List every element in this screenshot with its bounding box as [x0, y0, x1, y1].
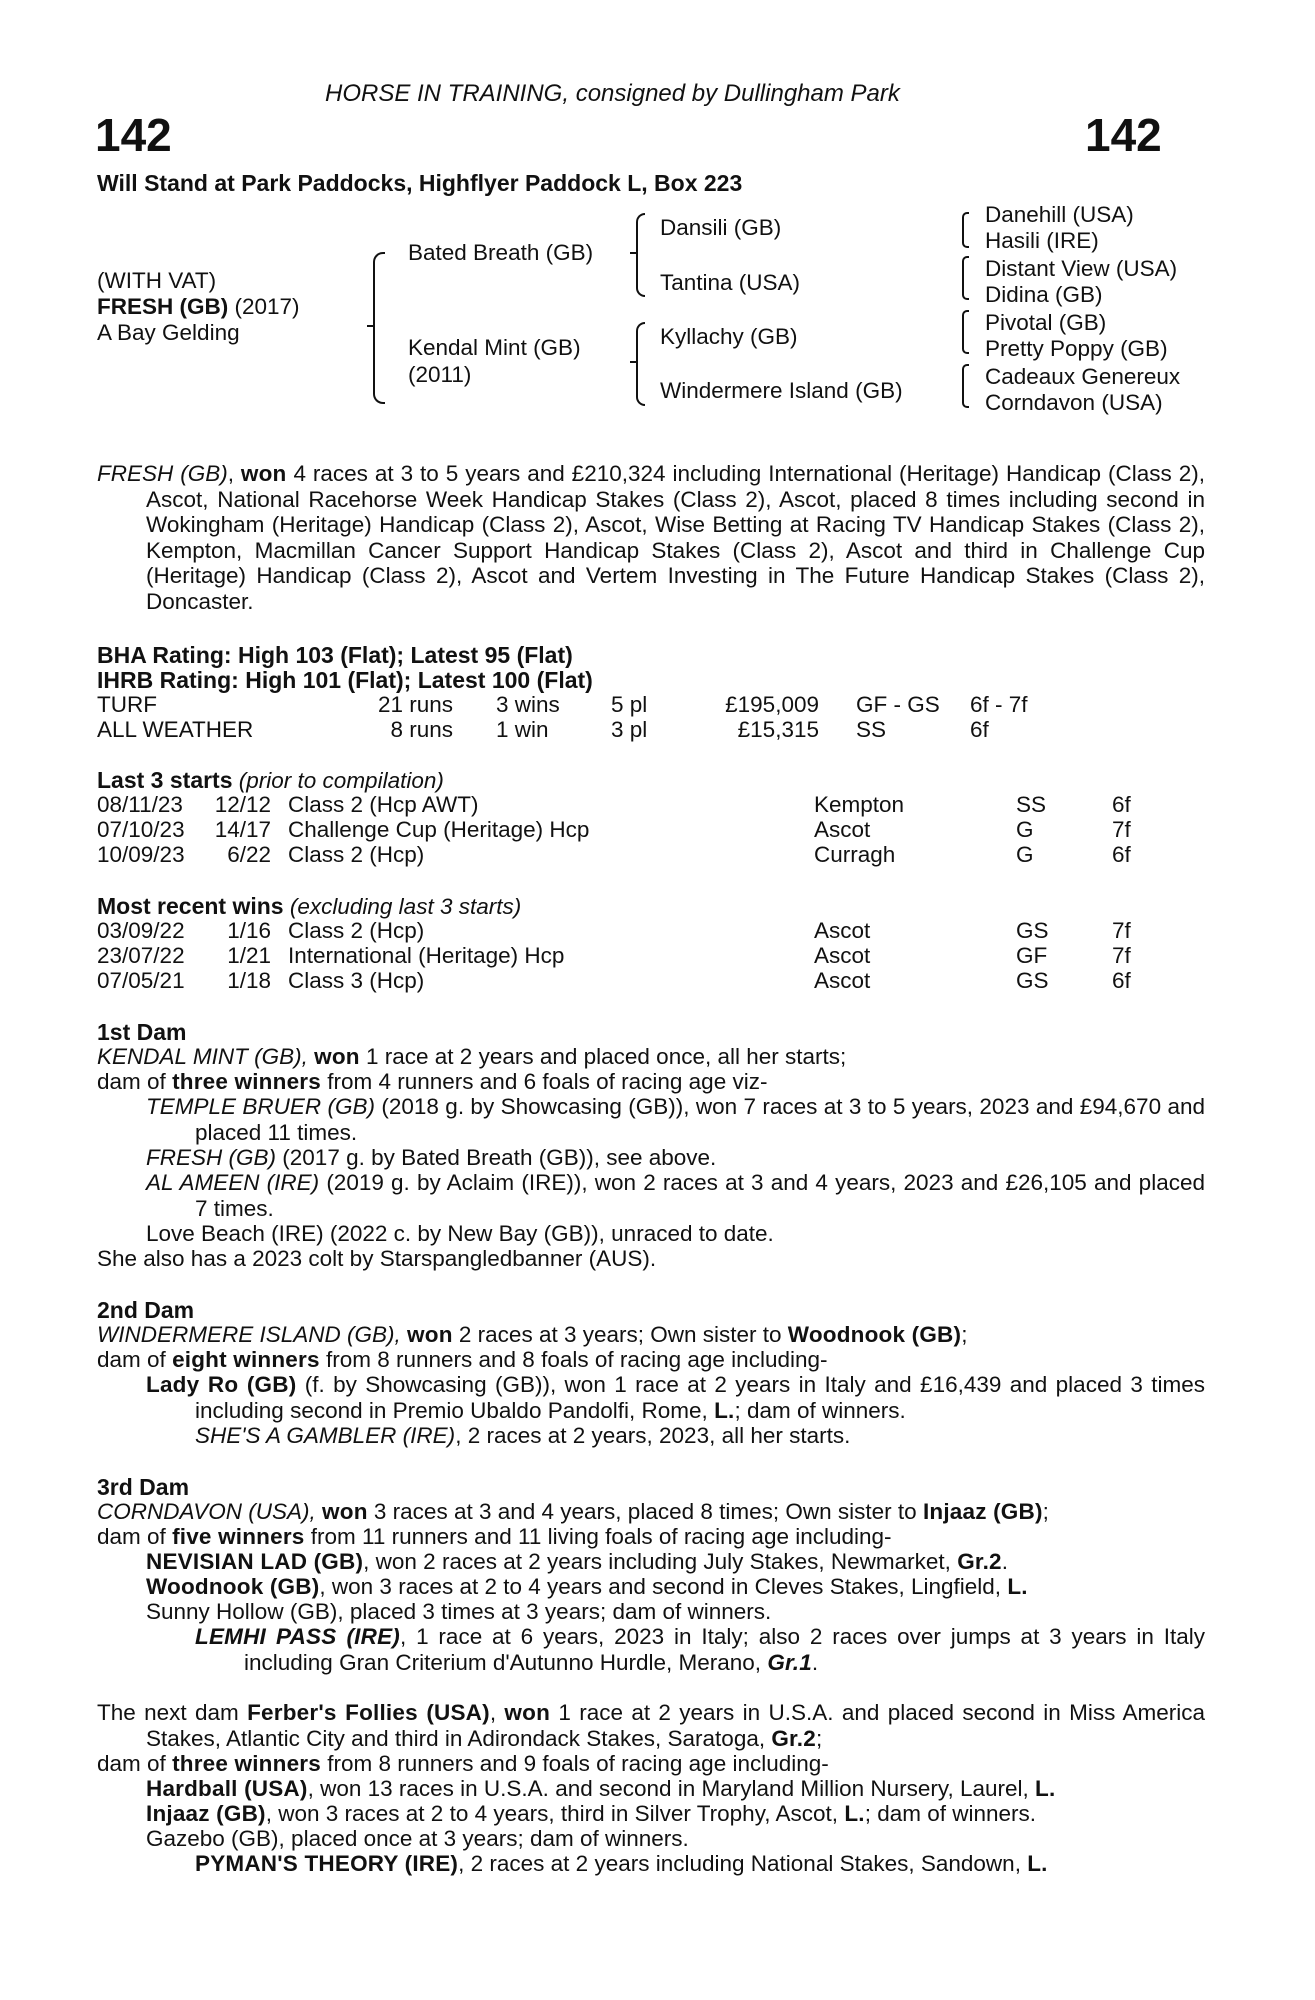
start-date: 10/09/23 — [97, 842, 185, 867]
progeny-name: Injaaz (GB) — [146, 1801, 266, 1826]
text: from 4 runners and 6 foals of racing age viz- — [327, 1069, 768, 1094]
pedigree-gen3: Didina (GB) — [985, 282, 1103, 307]
brace-point — [367, 325, 375, 327]
progeny-record: (2018 g. by Showcasing (GB)), won 7 races at 3 to 5 years, 2023 and £94,670 and placed 11 times. — [195, 1094, 1205, 1145]
first-dam-progeny — [146, 1170, 1205, 1221]
text: ; dam of winners. — [734, 1397, 906, 1423]
race-grade: L. — [1007, 1574, 1028, 1599]
third-dam-line-2 — [97, 1524, 892, 1549]
horse-year: (2017) — [234, 294, 300, 319]
lot-number-left: 142 — [95, 109, 172, 161]
record-prize: £195,009 — [725, 692, 819, 717]
next-dam-won: won — [504, 1700, 551, 1725]
progeny-name: Lady Ro (GB) — [146, 1372, 297, 1397]
progeny-record: , 2 races at 2 years, 2023, all her starts. — [455, 1423, 851, 1448]
text: ; dam of winners. — [864, 1801, 1037, 1826]
next-dam-name: Ferber's Follies (USA) — [247, 1700, 490, 1725]
start-position: 12/12 — [214, 792, 271, 817]
record-runs: 8 runs — [390, 717, 453, 742]
stabling-info: Will Stand at Park Paddocks, Highflyer Paddock L, Box 223 — [97, 170, 743, 196]
last-starts-heading — [97, 767, 444, 794]
next-dam-progeny — [146, 1776, 1055, 1801]
text: from 8 runners and 8 foals of racing age including- — [325, 1347, 828, 1372]
start-position: 14/17 — [214, 817, 271, 842]
record-distance: 6f - 7f — [970, 692, 1028, 717]
start-going: SS — [1016, 792, 1047, 817]
progeny-name: Hardball (USA) — [146, 1776, 308, 1801]
pedigree-gen3: Hasili (IRE) — [985, 228, 1099, 253]
win-distance: 6f — [1112, 968, 1131, 993]
winners-count: five winners — [172, 1524, 305, 1549]
next-dam-progeny — [146, 1801, 1036, 1826]
race-grade: L. — [714, 1397, 735, 1423]
progeny-record: , won 3 races at 2 to 4 years and second in Cleves Stakes, Lingfield, — [319, 1574, 1002, 1599]
text: from 11 runners and 11 living foals of racing age including- — [310, 1524, 892, 1549]
gen3-brace-4 — [962, 364, 969, 408]
horse-title — [97, 294, 300, 320]
third-dam-name: CORNDAVON (USA), — [97, 1499, 316, 1524]
win-race: International (Heritage) Hcp — [288, 943, 565, 968]
third-dam-record: 3 races at 3 and 4 years, placed 8 times; Own sister to — [373, 1499, 917, 1524]
race-grade: Gr.2 — [771, 1725, 816, 1751]
race-summary: FRESH (GB), won 4 races at 3 to 5 years and £210,324 including International (Heritage) Handicap (Class 2), Ascot, National Racehorse Week Handicap Stakes (Class 2), Ascot, placed 8 times including second in Wokingham (Heritage) Handicap (Class 2), Ascot, Wise Betting at Racing TV Handicap Stakes (Class 2), Kempton, Macmillan Cancer Support Handicap Stakes (Class 2), Ascot and third in Challenge Cup (Heritage) Handicap (Class 2), Ascot and Vertem Investing in The Future Handicap Stakes (Class 2), Doncaster. — [97, 461, 1205, 614]
ihrb-rating: IHRB Rating: High 101 (Flat); Latest 100 (Flat) — [97, 667, 593, 693]
record-surface: TURF — [97, 692, 157, 717]
second-dam-progeny — [146, 1372, 1205, 1423]
race-grade: L. — [1027, 1851, 1048, 1876]
pedigree-gen3: Pivotal (GB) — [985, 310, 1107, 335]
text: ; — [1042, 1499, 1049, 1524]
win-distance: 7f — [1112, 918, 1131, 943]
record-distance: 6f — [970, 717, 989, 742]
first-dam-progeny — [146, 1145, 716, 1170]
last-starts-subtitle: (prior to compilation) — [238, 768, 444, 793]
text: The next dam — [97, 1700, 239, 1725]
recent-wins-subtitle: (excluding last 3 starts) — [289, 894, 522, 919]
start-going: G — [1016, 817, 1034, 842]
start-date: 07/10/23 — [97, 817, 185, 842]
first-dam-won: won — [314, 1044, 360, 1069]
text: dam of — [97, 1751, 166, 1776]
record-going: SS — [856, 717, 887, 742]
record-runs: 21 runs — [377, 692, 453, 717]
start-course: Curragh — [814, 842, 896, 867]
second-dam-grandprogeny — [195, 1423, 850, 1448]
next-dam-grandprogeny — [195, 1851, 1048, 1876]
record-placed: 3 pl — [611, 717, 648, 742]
pedigree-sire: Bated Breath (GB) — [408, 240, 594, 265]
progeny-name: LEMHI PASS (IRE) — [195, 1624, 400, 1649]
pedigree-sire-dam: Tantina (USA) — [660, 270, 801, 295]
progeny-record: , 1 race at 6 years, 2023 in Italy; also 2 races over jumps at 3 years in Italy including Gran Criterium d'Autunno Hurdle, Merano, — [244, 1624, 1206, 1675]
win-date: 23/07/22 — [97, 943, 185, 968]
pedigree-gen3: Pretty Poppy (GB) — [985, 336, 1168, 361]
pedigree-gen3: Corndavon (USA) — [985, 390, 1163, 415]
pedigree-sire-sire: Dansili (GB) — [660, 215, 782, 240]
pedigree-dam-year: (2011) — [408, 362, 472, 387]
gen3-brace-1 — [962, 212, 969, 248]
third-dam-won: won — [322, 1499, 368, 1524]
progeny-record: (f. by Showcasing (GB)), won 1 race at 2 years in Italy and £16,439 and placed 3 times including second in Premio Ubaldo Pandolfi, Rome, — [195, 1372, 1205, 1423]
gen3-brace-3 — [962, 310, 969, 354]
start-race: Class 2 (Hcp) — [288, 842, 425, 867]
summary-text: 4 races at 3 to 5 years and £210,324 including International (Heritage) Handicap (Class 2), Ascot, National Racehorse Week Handicap Stakes (Class 2), Ascot, placed 8 times including second in Wokingham (Heritage) Handicap (Class 2), Ascot, Wise Betting at Racing TV Handicap Stakes (Class 2), Kempton, Macmillan Cancer Support Handicap Stakes (Class 2), Ascot and third in Challenge Cup (Heritage) Handicap (Class 2), Ascot and Vertem Investing in The Future Handicap Stakes (Class 2), Doncaster. — [146, 461, 1205, 614]
win-course: Ascot — [814, 943, 871, 968]
text: dam of — [97, 1347, 166, 1372]
first-dam-name: KENDAL MINT (GB), — [97, 1044, 308, 1069]
start-distance: 6f — [1112, 792, 1131, 817]
summary-horse-name: FRESH (GB) — [97, 461, 228, 486]
progeny-name: PYMAN'S THEORY (IRE) — [195, 1851, 459, 1876]
pedigree-dam-dam: Windermere Island (GB) — [660, 378, 903, 403]
start-position: 6/22 — [227, 842, 271, 867]
lot-number-right: 142 — [1085, 109, 1162, 161]
third-dam-progeny: Sunny Hollow (GB), placed 3 times at 3 years; dam of winners. — [146, 1599, 772, 1624]
winners-count: three winners — [172, 1069, 321, 1094]
pedigree-dam-sire: Kyllachy (GB) — [660, 324, 798, 349]
progeny-record: , won 13 races in U.S.A. and second in Maryland Million Nursery, Laurel, — [307, 1776, 1029, 1801]
third-dam-progeny — [146, 1574, 1028, 1599]
second-dam-line-2 — [97, 1347, 828, 1372]
first-dam-progeny — [146, 1094, 1205, 1145]
progeny-record: , 2 races at 2 years including National Stakes, Sandown, — [458, 1851, 1021, 1876]
second-dam-won: won — [407, 1322, 453, 1347]
gen3-brace-2 — [962, 256, 969, 300]
next-dam-line-2 — [97, 1751, 829, 1776]
sibling-name: Woodnook (GB) — [787, 1322, 962, 1347]
start-course: Kempton — [814, 792, 905, 817]
record-wins: 3 wins — [496, 692, 560, 717]
next-dam-progeny: Gazebo (GB), placed once at 3 years; dam of winners. — [146, 1826, 689, 1851]
progeny-record: , won 3 races at 2 to 4 years, third in Silver Trophy, Ascot, — [265, 1801, 839, 1826]
summary-won: won — [240, 461, 287, 486]
start-course: Ascot — [814, 817, 871, 842]
progeny-record: (2017 g. by Bated Breath (GB)), see above. — [282, 1145, 717, 1170]
recent-wins-title: Most recent wins — [97, 893, 284, 919]
text: dam of — [97, 1524, 166, 1549]
first-dam-record: 1 race at 2 years and placed once, all her starts; — [366, 1044, 847, 1069]
sire-brace — [636, 213, 645, 297]
start-distance: 7f — [1112, 817, 1131, 842]
start-distance: 6f — [1112, 842, 1131, 867]
win-position: 1/18 — [227, 968, 271, 993]
win-going: GS — [1016, 968, 1049, 993]
bha-rating: BHA Rating: High 103 (Flat); Latest 95 (Flat) — [97, 642, 573, 668]
recent-wins-heading — [97, 893, 521, 920]
win-position: 1/16 — [227, 918, 271, 943]
first-dam-heading: 1st Dam — [97, 1019, 187, 1045]
vat-label: (WITH VAT) — [97, 268, 217, 293]
start-race: Challenge Cup (Heritage) Hcp — [288, 817, 590, 842]
winners-count: three winners — [172, 1751, 321, 1776]
last-starts-title: Last 3 starts — [97, 767, 233, 793]
third-dam-grandprogeny — [195, 1624, 1205, 1675]
third-dam-heading: 3rd Dam — [97, 1474, 190, 1500]
first-dam-line-1 — [97, 1044, 846, 1069]
win-date: 07/05/21 — [97, 968, 185, 993]
record-going: GF - GS — [856, 692, 940, 717]
progeny-record: , won 2 races at 2 years including July Stakes, Newmarket, — [363, 1549, 951, 1574]
text: dam of — [97, 1069, 166, 1094]
next-dam-record: 1 race at 2 years in U.S.A. and placed second in Miss America Stakes, Atlantic City and third in Adirondack Stakes, Saratoga, — [146, 1700, 1205, 1751]
text: ; — [961, 1322, 968, 1347]
start-date: 08/11/23 — [97, 792, 183, 817]
second-dam-name: WINDERMERE ISLAND (GB), — [97, 1322, 401, 1347]
win-position: 1/21 — [227, 943, 271, 968]
progeny-name: NEVISIAN LAD (GB) — [146, 1549, 364, 1574]
progeny-record: (2019 g. by Aclaim (IRE)), won 2 races at 3 and 4 years, 2023 and £26,105 and placed 7 times. — [195, 1170, 1205, 1221]
winners-count: eight winners — [172, 1347, 320, 1372]
pedigree-gen3: Cadeaux Genereux — [985, 364, 1181, 389]
race-grade: L. — [1035, 1776, 1056, 1801]
pedigree-gen3: Distant View (USA) — [985, 256, 1178, 281]
win-race: Class 3 (Hcp) — [288, 968, 425, 993]
third-dam-line-1 — [97, 1499, 1049, 1524]
win-going: GF — [1016, 943, 1048, 968]
horse-name: FRESH (GB) — [97, 294, 229, 319]
win-course: Ascot — [814, 968, 871, 993]
second-dam-record: 2 races at 3 years; Own sister to — [458, 1322, 782, 1347]
record-prize: £15,315 — [737, 717, 819, 742]
progeny-name: Woodnook (GB) — [146, 1574, 320, 1599]
brace-point — [630, 252, 638, 254]
progeny-name: AL AMEEN (IRE) — [146, 1170, 320, 1195]
page-title: HORSE IN TRAINING, consigned by Dullingham Park — [325, 80, 900, 107]
brace-point — [630, 361, 638, 363]
progeny-name: FRESH (GB) — [146, 1145, 277, 1170]
record-wins: 1 win — [496, 717, 549, 742]
start-race: Class 2 (Hcp AWT) — [288, 792, 479, 817]
second-dam-line-1 — [97, 1322, 967, 1347]
first-dam-line-2 — [97, 1069, 767, 1094]
pedigree-dam: Kendal Mint (GB) — [408, 335, 581, 360]
race-grade: Gr.1 — [767, 1649, 812, 1675]
horse-description: A Bay Gelding — [97, 320, 240, 345]
progeny-name: SHE'S A GAMBLER (IRE) — [195, 1423, 456, 1448]
win-course: Ascot — [814, 918, 871, 943]
sibling-name: Injaaz (GB) — [922, 1499, 1043, 1524]
pedigree-brace — [373, 252, 385, 404]
first-dam-note: She also has a 2023 colt by Starspangledbanner (AUS). — [97, 1246, 657, 1271]
race-grade: Gr.2 — [957, 1549, 1002, 1574]
progeny-name: TEMPLE BRUER (GB) — [146, 1094, 376, 1119]
dam-brace — [636, 322, 645, 406]
text: from 8 runners and 9 foals of racing age including- — [327, 1751, 829, 1776]
record-placed: 5 pl — [611, 692, 648, 717]
win-going: GS — [1016, 918, 1049, 943]
text: . — [1001, 1549, 1009, 1574]
record-surface: ALL WEATHER — [97, 717, 254, 742]
text: . — [811, 1649, 819, 1675]
win-distance: 7f — [1112, 943, 1131, 968]
first-dam-progeny: Love Beach (IRE) (2022 c. by New Bay (GB)), unraced to date. — [146, 1221, 774, 1246]
start-going: G — [1016, 842, 1034, 867]
pedigree-gen3: Danehill (USA) — [985, 202, 1134, 227]
win-date: 03/09/22 — [97, 918, 185, 943]
second-dam-heading: 2nd Dam — [97, 1297, 195, 1323]
text: ; — [815, 1725, 823, 1751]
third-dam-progeny — [146, 1549, 1008, 1574]
next-dam-line-1: The next dam Ferber's Follies (USA), won 1 race at 2 years in U.S.A. and placed second in Miss America Stakes, Atlantic City and third in Adirondack Stakes, Saratoga, Gr.2; — [97, 1700, 1205, 1751]
win-race: Class 2 (Hcp) — [288, 918, 425, 943]
race-grade: L. — [844, 1801, 865, 1826]
